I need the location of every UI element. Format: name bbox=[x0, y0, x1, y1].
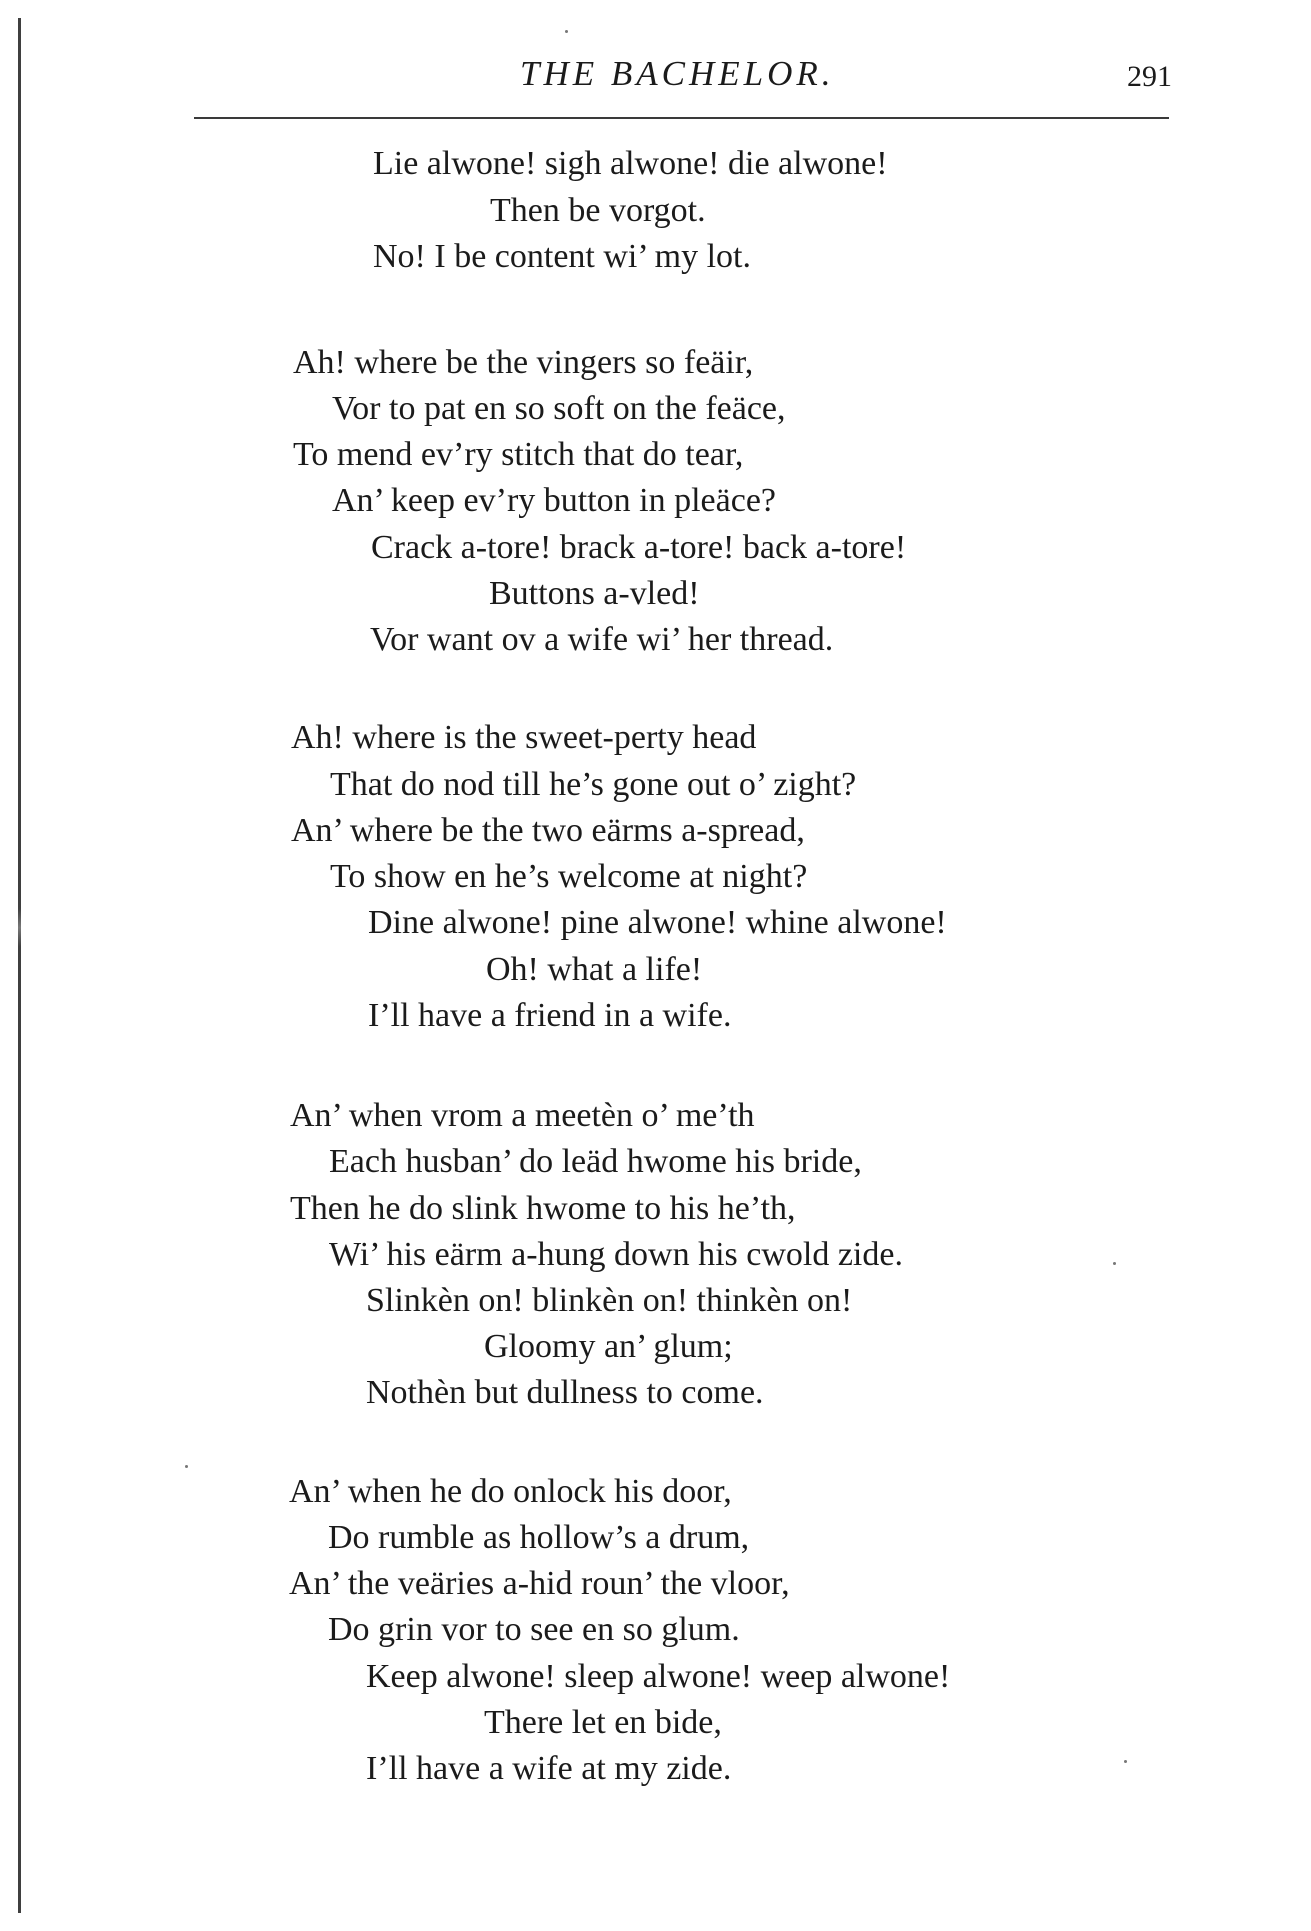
header-rule bbox=[194, 117, 1169, 119]
verse-line: Do rumble as hollow’s a drum, bbox=[328, 1519, 750, 1556]
verse-line: Each husban’ do leäd hwome his bride, bbox=[329, 1143, 862, 1180]
verse-line: Gloomy an’ glum; bbox=[484, 1328, 733, 1365]
running-title: THE BACHELOR. bbox=[520, 54, 835, 93]
paper-speck bbox=[565, 30, 568, 33]
paper-speck bbox=[1113, 1262, 1116, 1265]
verse-line: Buttons a-vled! bbox=[489, 575, 700, 612]
verse-line: An’ when he do onlock his door, bbox=[289, 1473, 732, 1510]
verse-line: To mend ev’ry stitch that do tear, bbox=[293, 436, 744, 473]
paper-speck bbox=[185, 1465, 188, 1468]
verse-line: An’ the veäries a-hid roun’ the vloor, bbox=[289, 1565, 790, 1602]
verse-line: There let en bide, bbox=[484, 1704, 722, 1741]
verse-line: Vor want ov a wife wi’ her thread. bbox=[370, 621, 834, 658]
verse-line: An’ where be the two eärms a-spread, bbox=[291, 812, 805, 849]
verse-line: Wi’ his eärm a-hung down his cwold zide. bbox=[329, 1236, 903, 1273]
verse-line: I’ll have a wife at my zide. bbox=[366, 1750, 732, 1787]
verse-line: I’ll have a friend in a wife. bbox=[368, 997, 732, 1034]
page-number: 291 bbox=[1127, 60, 1172, 93]
verse-line: Oh! what a life! bbox=[486, 951, 703, 988]
verse-line: Crack a-tore! brack a-tore! back a-tore! bbox=[371, 529, 907, 566]
page-binding-edge bbox=[18, 18, 21, 1913]
verse-line: That do nod till he’s gone out o’ zight? bbox=[330, 766, 857, 803]
verse-line: Vor to pat en so soft on the feäce, bbox=[332, 390, 786, 427]
verse-line: No! I be content wi’ my lot. bbox=[373, 238, 752, 275]
verse-line: To show en he’s welcome at night? bbox=[330, 858, 808, 895]
verse-line: Then be vorgot. bbox=[490, 192, 706, 229]
verse-line: An’ when vrom a meetèn o’ me’th bbox=[290, 1097, 755, 1134]
verse-line: Keep alwone! sleep alwone! weep alwone! bbox=[366, 1658, 951, 1695]
verse-line: Dine alwone! pine alwone! whine alwone! bbox=[368, 904, 947, 941]
verse-line: Lie alwone! sigh alwone! die alwone! bbox=[373, 145, 888, 182]
verse-line: Then he do slink hwome to his he’th, bbox=[290, 1190, 796, 1227]
verse-line: Slinkèn on! blinkèn on! thinkèn on! bbox=[366, 1282, 853, 1319]
verse-line: An’ keep ev’ry button in pleäce? bbox=[332, 482, 777, 519]
verse-line: Do grin vor to see en so glum. bbox=[328, 1611, 740, 1648]
paper-speck bbox=[1124, 1760, 1127, 1763]
verse-line: Nothèn but dullness to come. bbox=[366, 1374, 764, 1411]
verse-line: Ah! where is the sweet-perty head bbox=[291, 719, 757, 756]
verse-line: Ah! where be the vingers so feäir, bbox=[293, 344, 754, 381]
